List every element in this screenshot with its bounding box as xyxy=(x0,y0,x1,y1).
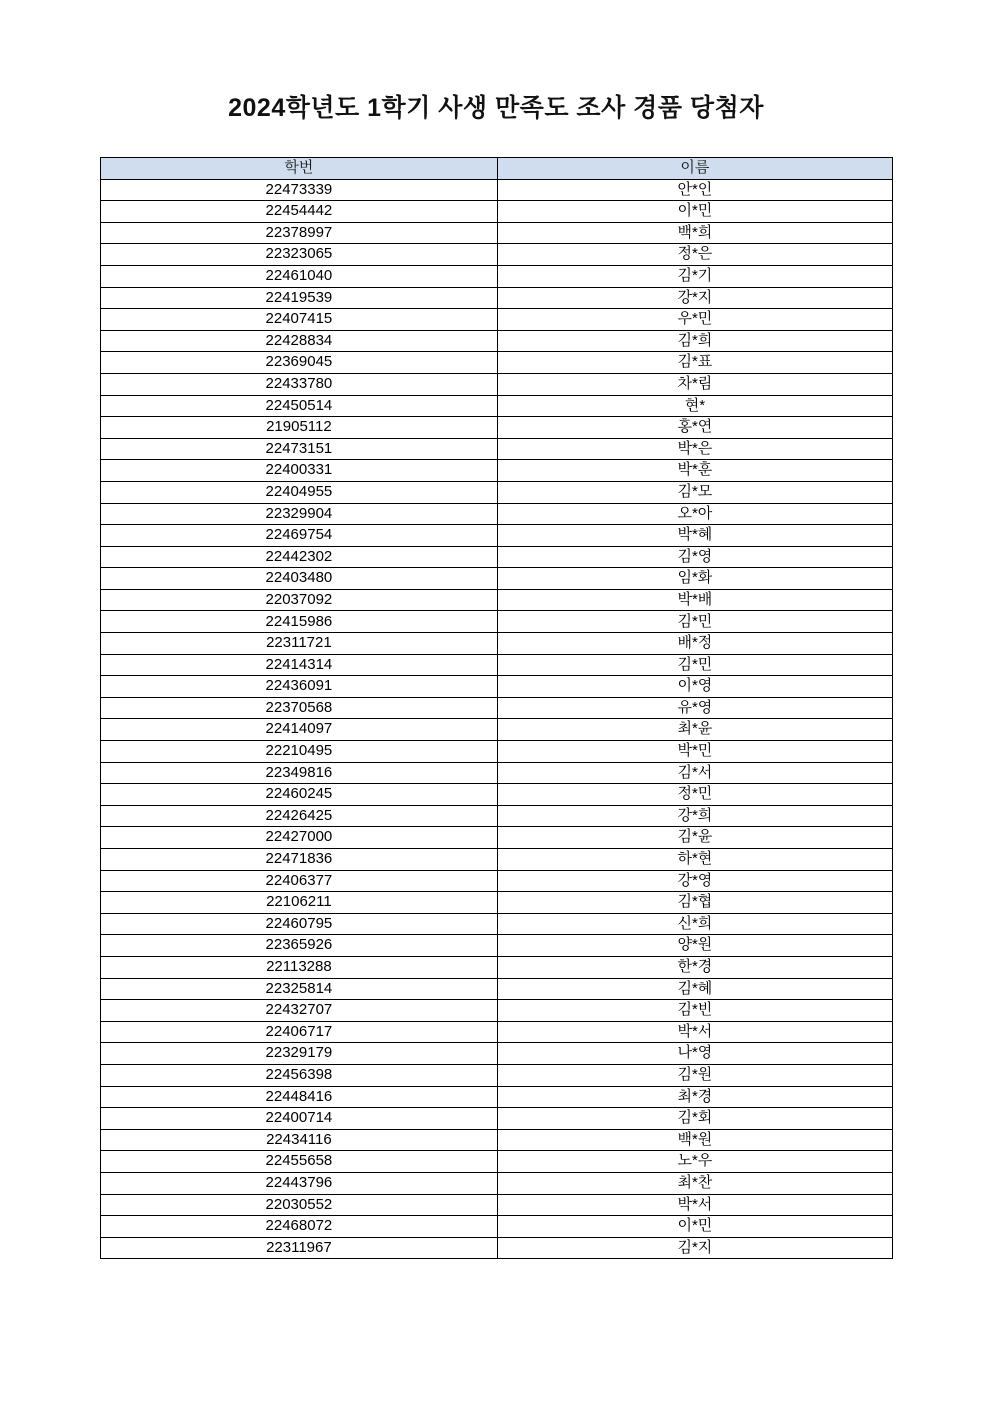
table-row xyxy=(101,546,893,568)
table-row xyxy=(101,805,893,827)
name-cell: 박*서 xyxy=(497,1021,892,1043)
name-cell: 김*협 xyxy=(497,892,892,914)
name-cell: 나*영 xyxy=(497,1043,892,1065)
student-id-cell: 22106211 xyxy=(101,892,498,914)
student-id-cell: 22415986 xyxy=(101,611,498,633)
table-row xyxy=(101,1216,893,1238)
name-cell: 김*표 xyxy=(497,352,892,374)
table-row xyxy=(101,892,893,914)
student-id-cell: 22369045 xyxy=(101,352,498,374)
student-id-cell: 22434116 xyxy=(101,1129,498,1151)
table-row xyxy=(101,481,893,503)
name-cell: 박*훈 xyxy=(497,460,892,482)
page-title: 2024학년도 1학기 사생 만족도 조사 경품 당첨자 xyxy=(228,94,764,122)
table-row xyxy=(101,849,893,871)
name-cell: 김*지 xyxy=(497,1237,892,1259)
student-id-cell: 22370568 xyxy=(101,697,498,719)
table-row xyxy=(101,1000,893,1022)
table-row xyxy=(101,525,893,547)
student-id-cell: 22460795 xyxy=(101,913,498,935)
student-id-cell: 22406717 xyxy=(101,1021,498,1043)
name-cell: 현* xyxy=(497,395,892,417)
name-cell: 이*영 xyxy=(497,676,892,698)
column-header-name: 이름 xyxy=(497,158,892,180)
student-id-cell: 22414097 xyxy=(101,719,498,741)
table-row xyxy=(101,1129,893,1151)
name-cell: 우*민 xyxy=(497,309,892,331)
table-row xyxy=(101,784,893,806)
table-row xyxy=(101,589,893,611)
name-cell: 김*회 xyxy=(497,1108,892,1130)
column-header-student-id: 학번 xyxy=(101,158,498,180)
student-id-cell: 22414314 xyxy=(101,654,498,676)
student-id-cell: 22460245 xyxy=(101,784,498,806)
name-cell: 양*원 xyxy=(497,935,892,957)
student-id-cell: 21905112 xyxy=(101,417,498,439)
name-cell: 배*정 xyxy=(497,633,892,655)
table-body xyxy=(101,179,893,1259)
student-id-cell: 22419539 xyxy=(101,287,498,309)
student-id-cell: 22428834 xyxy=(101,330,498,352)
student-id-cell: 22365926 xyxy=(101,935,498,957)
name-cell: 정*은 xyxy=(497,244,892,266)
name-cell: 백*원 xyxy=(497,1129,892,1151)
student-id-cell: 22450514 xyxy=(101,395,498,417)
student-id-cell: 22325814 xyxy=(101,978,498,1000)
name-cell: 박*민 xyxy=(497,741,892,763)
name-cell: 하*현 xyxy=(497,849,892,871)
student-id-cell: 22113288 xyxy=(101,956,498,978)
table-row xyxy=(101,1064,893,1086)
table-row xyxy=(101,913,893,935)
table-row xyxy=(101,1021,893,1043)
table-row xyxy=(101,978,893,1000)
name-cell: 김*모 xyxy=(497,481,892,503)
name-cell: 강*지 xyxy=(497,287,892,309)
name-cell: 이*민 xyxy=(497,201,892,223)
student-id-cell: 22436091 xyxy=(101,676,498,698)
name-cell: 강*영 xyxy=(497,870,892,892)
student-id-cell: 22210495 xyxy=(101,741,498,763)
table-row xyxy=(101,697,893,719)
table-row xyxy=(101,503,893,525)
table-row xyxy=(101,568,893,590)
name-cell: 노*우 xyxy=(497,1151,892,1173)
student-id-cell: 22407415 xyxy=(101,309,498,331)
table-row xyxy=(101,870,893,892)
name-cell: 김*원 xyxy=(497,1064,892,1086)
table-row xyxy=(101,438,893,460)
student-id-cell: 22433780 xyxy=(101,373,498,395)
table-row xyxy=(101,179,893,201)
name-cell: 김*윤 xyxy=(497,827,892,849)
name-cell: 백*희 xyxy=(497,222,892,244)
table-row xyxy=(101,1172,893,1194)
table-row xyxy=(101,654,893,676)
student-id-cell: 22468072 xyxy=(101,1216,498,1238)
student-id-cell: 22456398 xyxy=(101,1064,498,1086)
name-cell: 유*영 xyxy=(497,697,892,719)
name-cell: 정*민 xyxy=(497,784,892,806)
table-row xyxy=(101,1108,893,1130)
table-row xyxy=(101,633,893,655)
name-cell: 김*기 xyxy=(497,265,892,287)
table-row xyxy=(101,1086,893,1108)
student-id-cell: 22427000 xyxy=(101,827,498,849)
table-row xyxy=(101,762,893,784)
student-id-cell: 22400331 xyxy=(101,460,498,482)
name-cell: 홍*연 xyxy=(497,417,892,439)
table-row xyxy=(101,222,893,244)
student-id-cell: 22403480 xyxy=(101,568,498,590)
name-cell: 김*희 xyxy=(497,330,892,352)
name-cell: 최*경 xyxy=(497,1086,892,1108)
name-cell: 안*인 xyxy=(497,179,892,201)
name-cell: 최*찬 xyxy=(497,1172,892,1194)
table-row xyxy=(101,611,893,633)
name-cell: 김*민 xyxy=(497,611,892,633)
table-row xyxy=(101,719,893,741)
student-id-cell: 22030552 xyxy=(101,1194,498,1216)
name-cell: 김*영 xyxy=(497,546,892,568)
name-cell: 최*윤 xyxy=(497,719,892,741)
table-row xyxy=(101,935,893,957)
name-cell: 김*민 xyxy=(497,654,892,676)
student-id-cell: 22426425 xyxy=(101,805,498,827)
student-id-cell: 22311721 xyxy=(101,633,498,655)
student-id-cell: 22329179 xyxy=(101,1043,498,1065)
table-row xyxy=(101,330,893,352)
student-id-cell: 22037092 xyxy=(101,589,498,611)
table-row xyxy=(101,676,893,698)
name-cell: 한*경 xyxy=(497,956,892,978)
student-id-cell: 22448416 xyxy=(101,1086,498,1108)
name-cell: 임*화 xyxy=(497,568,892,590)
table-row xyxy=(101,827,893,849)
table-row xyxy=(101,1043,893,1065)
student-id-cell: 22323065 xyxy=(101,244,498,266)
table-header-row xyxy=(101,158,893,180)
name-cell: 박*서 xyxy=(497,1194,892,1216)
name-cell: 차*림 xyxy=(497,373,892,395)
name-cell: 박*혜 xyxy=(497,525,892,547)
student-id-cell: 22378997 xyxy=(101,222,498,244)
name-cell: 신*희 xyxy=(497,913,892,935)
table-row xyxy=(101,1151,893,1173)
table-row xyxy=(101,201,893,223)
student-id-cell: 22455658 xyxy=(101,1151,498,1173)
student-id-cell: 22443796 xyxy=(101,1172,498,1194)
table-row xyxy=(101,287,893,309)
name-cell: 박*배 xyxy=(497,589,892,611)
table-row xyxy=(101,1194,893,1216)
student-id-cell: 22311967 xyxy=(101,1237,498,1259)
student-id-cell: 22473339 xyxy=(101,179,498,201)
student-id-cell: 22473151 xyxy=(101,438,498,460)
table-row xyxy=(101,244,893,266)
table-row xyxy=(101,309,893,331)
student-id-cell: 22349816 xyxy=(101,762,498,784)
student-id-cell: 22406377 xyxy=(101,870,498,892)
name-cell: 김*혜 xyxy=(497,978,892,1000)
table-row xyxy=(101,741,893,763)
table-row xyxy=(101,417,893,439)
name-cell: 강*희 xyxy=(497,805,892,827)
table-row xyxy=(101,460,893,482)
student-id-cell: 22442302 xyxy=(101,546,498,568)
student-id-cell: 22461040 xyxy=(101,265,498,287)
table-row xyxy=(101,265,893,287)
table-row xyxy=(101,956,893,978)
name-cell: 김*빈 xyxy=(497,1000,892,1022)
student-id-cell: 22471836 xyxy=(101,849,498,871)
winners-table xyxy=(100,157,893,1259)
table-row xyxy=(101,1237,893,1259)
student-id-cell: 22454442 xyxy=(101,201,498,223)
table-row xyxy=(101,352,893,374)
student-id-cell: 22400714 xyxy=(101,1108,498,1130)
table-row xyxy=(101,373,893,395)
name-cell: 김*서 xyxy=(497,762,892,784)
name-cell: 이*민 xyxy=(497,1216,892,1238)
table-row xyxy=(101,395,893,417)
name-cell: 오*아 xyxy=(497,503,892,525)
student-id-cell: 22404955 xyxy=(101,481,498,503)
name-cell: 박*은 xyxy=(497,438,892,460)
student-id-cell: 22329904 xyxy=(101,503,498,525)
student-id-cell: 22432707 xyxy=(101,1000,498,1022)
student-id-cell: 22469754 xyxy=(101,525,498,547)
